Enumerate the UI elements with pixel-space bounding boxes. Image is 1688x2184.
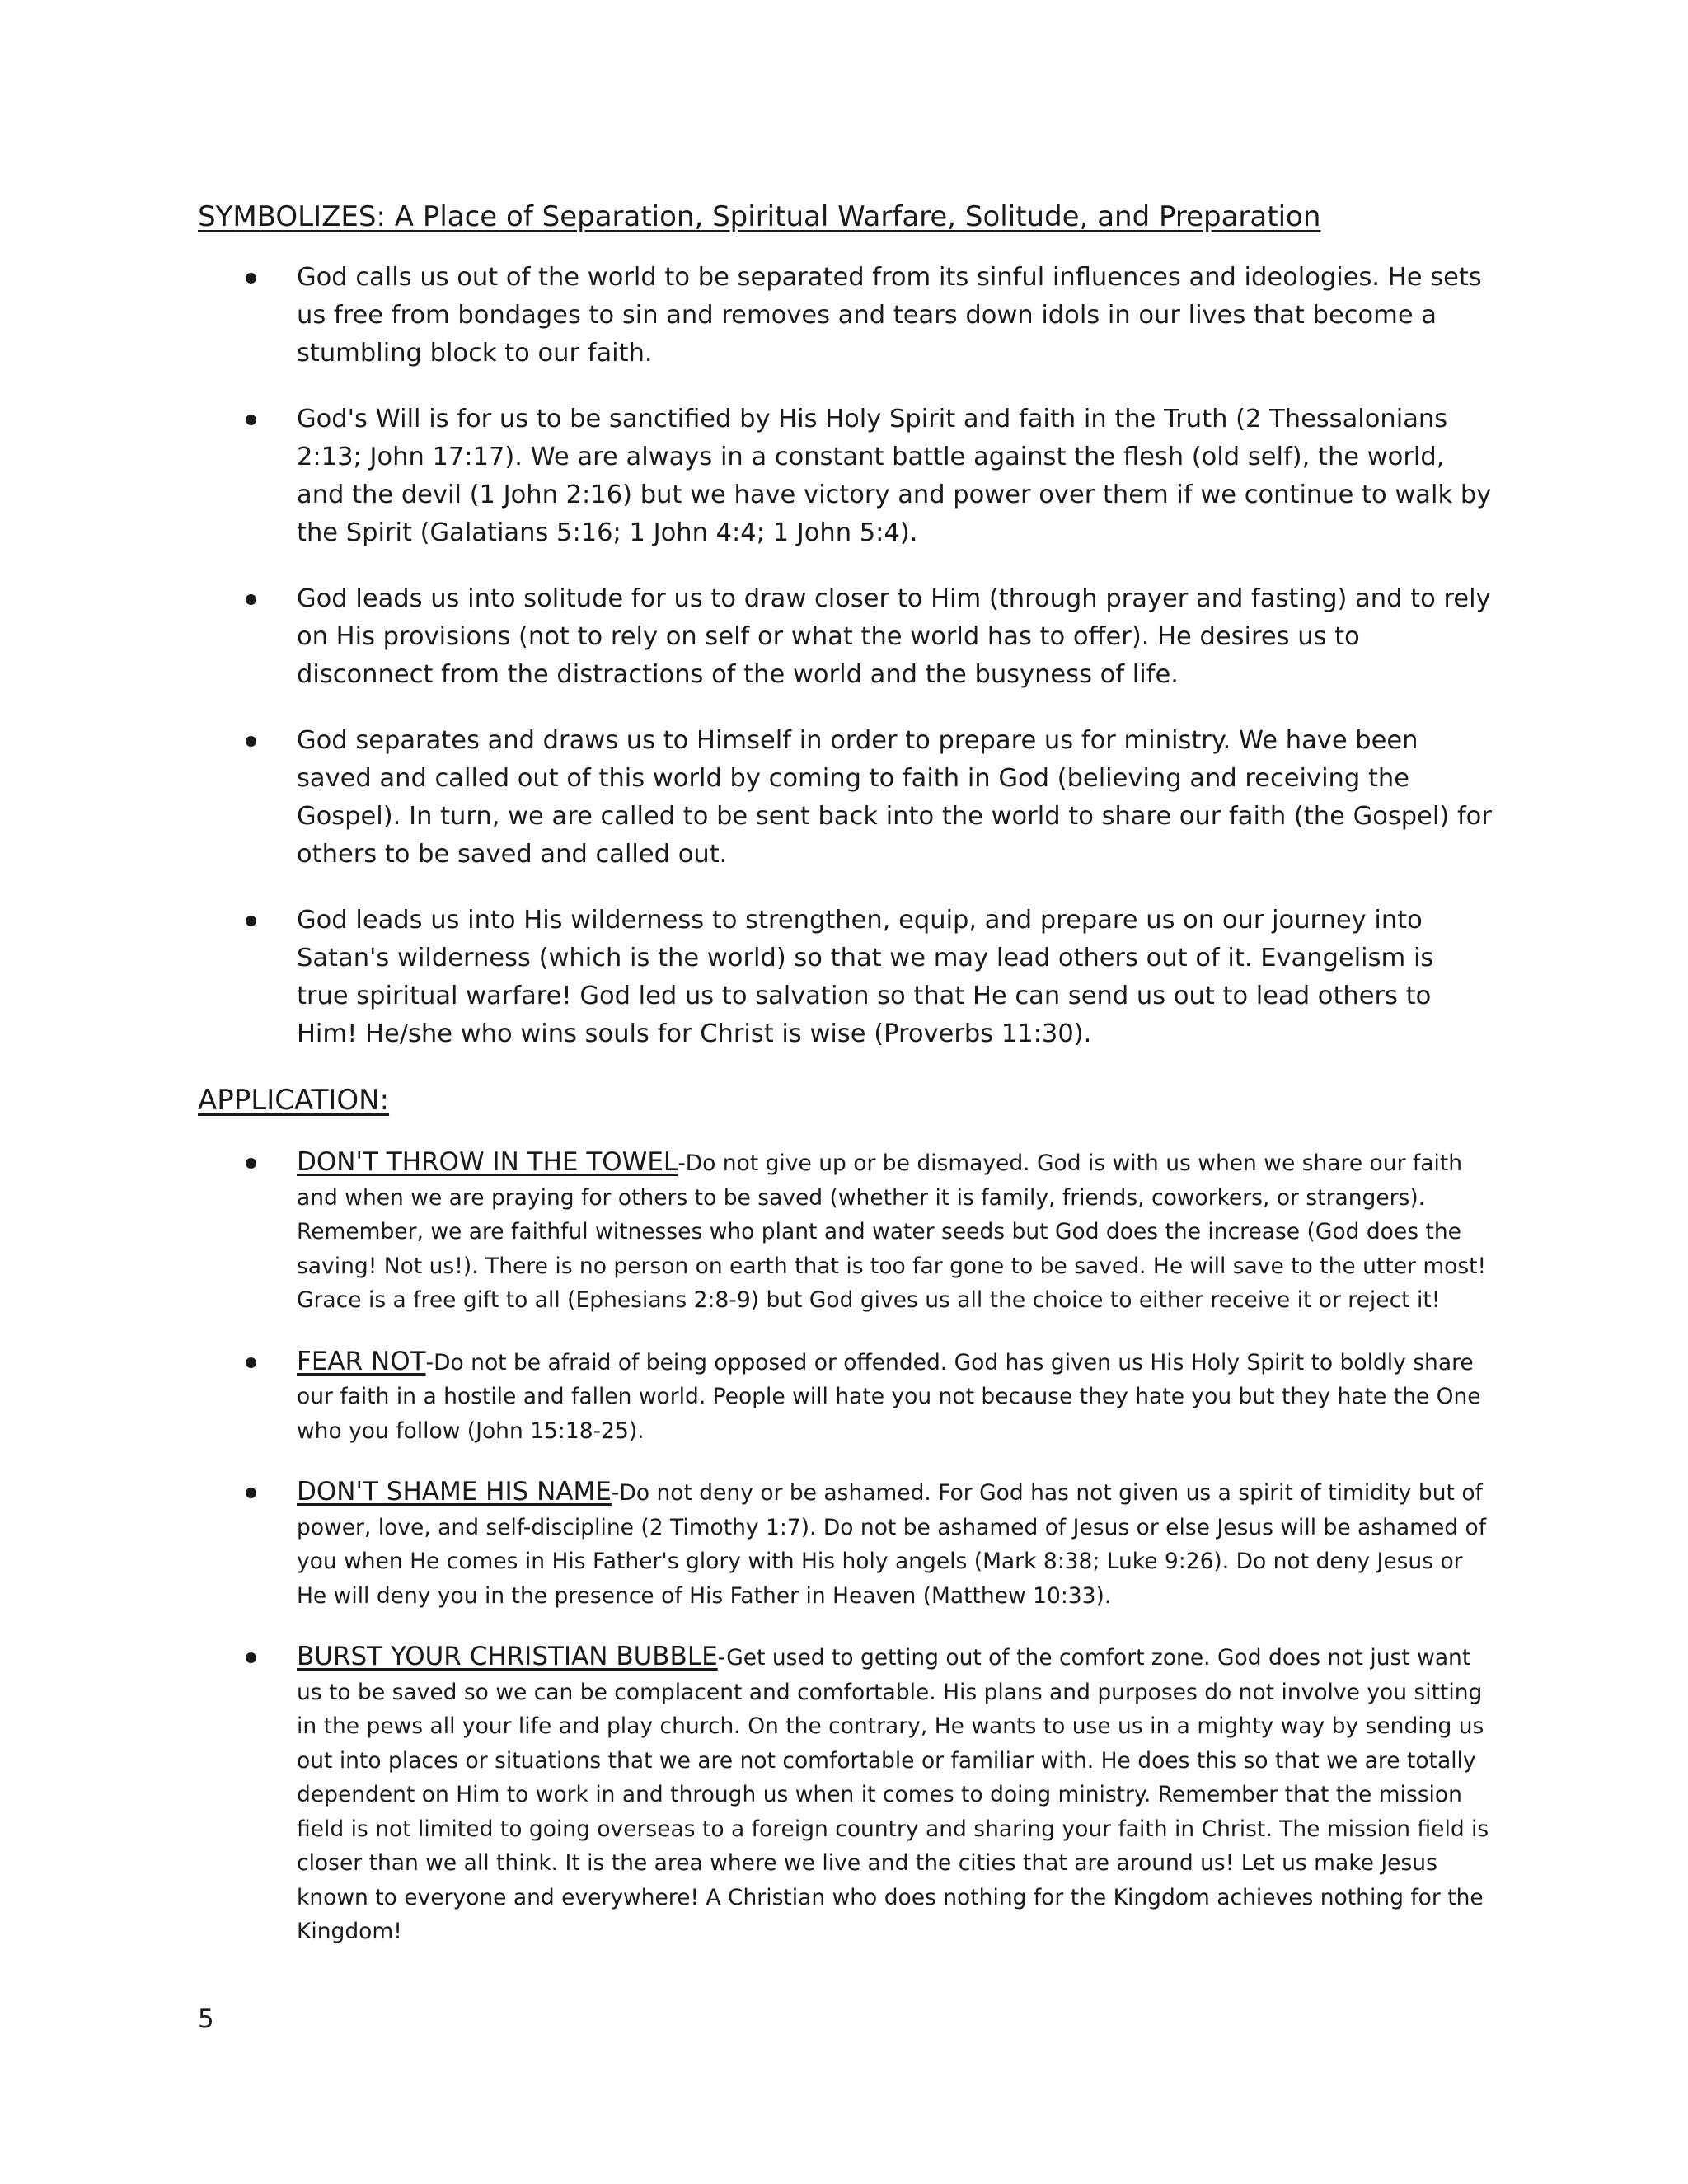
bullet-icon xyxy=(246,916,256,926)
bullet-icon xyxy=(246,594,256,605)
application-lead: DON'T THROW IN THE TOWEL xyxy=(297,1147,678,1177)
symbolizes-list xyxy=(198,259,1492,1053)
list-item-text: God's Will is for us to be sanctified by His Holy Spirit and faith in the Truth (2 Thessalonians 2:13; John 17:17). We are always in a constant battle against the flesh (old self), the world, and the devil (1 John 2:16) but we have victory and power over them if we continue to walk by the Spirit (Galatians 5:16; 1 John 4:4; 1 John 5:4). xyxy=(297,405,1492,547)
bullet-icon xyxy=(246,736,256,747)
bullet-icon xyxy=(246,1357,256,1368)
list-item xyxy=(198,1146,1492,1318)
list-item xyxy=(198,1640,1492,1949)
list-item xyxy=(198,1475,1492,1613)
application-text: -Do not give up or be dismayed. God is with us when we share our faith and when we are praying for others to be saved (whether it is family, friends, coworkers, or strangers). Remember, we are faithful witnesses who plant and water seeds but God does the increase (God does the saving! Not us!). There is no person on earth that is too far gone to be saved. He will save to the utter most! Grace is a free gift to all (Ephesians 2:8-9) but God gives us all the choice to either receive it or reject it! xyxy=(297,1151,1487,1313)
list-item-text: God leads us into His wilderness to strengthen, equip, and prepare us on our journey into Satan's wilderness (which is the world) so that we may lead others out of it. Evangelism is true spiritual warfare! God led us to salvation so that He can send us out to lead others to Him! He/she who wins souls for Christ is wise (Proverbs 11:30). xyxy=(297,906,1434,1048)
list-item-text: God calls us out of the world to be separated from its sinful influences and ideologies. He sets us free from bondages to sin and removes and tears down idols in our lives that become a stumbling block to our faith. xyxy=(297,263,1482,368)
application-lead: BURST YOUR CHRISTIAN BUBBLE xyxy=(297,1642,718,1671)
document-page xyxy=(198,198,1492,1976)
application-heading: APPLICATION: xyxy=(198,1084,390,1117)
list-item xyxy=(198,1345,1492,1449)
bullet-icon xyxy=(246,1158,256,1169)
list-item-text: God leads us into solitude for us to draw closer to Him (through prayer and fasting) and to rely on His provisions (not to rely on self or what the world has to offer). He desires us to disconnect from the distractions of the world and the busyness of life. xyxy=(297,584,1491,689)
bullet-icon xyxy=(246,1652,256,1663)
list-item xyxy=(198,401,1492,552)
symbolizes-heading: SYMBOLIZES: A Place of Separation, Spiritual Warfare, Solitude, and Preparation xyxy=(198,200,1321,233)
application-text: -Do not deny or be ashamed. For God has not given us a spirit of timidity but of power, love, and self-discipline (2 Timothy 1:7). Do not be ashamed of Jesus or else Jesus will be ashamed of you when He comes in His Father's glory with His holy angels (Mark 8:38; Luke 9:26). Do not deny Jesus or He will deny you in the presence of His Father in Heaven (Matthew 10:33). xyxy=(297,1480,1487,1609)
application-lead: FEAR NOT xyxy=(297,1346,426,1376)
bullet-icon xyxy=(246,273,256,284)
application-list xyxy=(198,1146,1492,1949)
bullet-icon xyxy=(246,1488,256,1498)
list-item-text: God separates and draws us to Himself in order to prepare us for ministry. We have been saved and called out of this world by coming to faith in God (believing and receiving the Gospel). In turn, we are called to be sent back into the world to share our faith (the Gospel) for others to be saved and called out. xyxy=(297,726,1492,869)
list-item xyxy=(198,580,1492,694)
application-text: -Get used to getting out of the comfort zone. God does not just want us to be saved so we can be complacent and comfortable. His plans and purposes do not involve you sitting in the pews all your life and play church. On the contrary, He wants to use us in a mighty way by sending us out into places or situations that we are not comfortable or familiar with. He does this so that we are totally dependent on Him to work in and through us when it comes to doing ministry. Remember that the mission field is not limited to going overseas to a foreign country and sharing your faith in Christ. The mission field is closer than we all think. It is the area where we live and the cities that are around us! Let us make Jesus known to everyone and everywhere! A Christian who does nothing for the Kingdom achieves nothing for the Kingdom! xyxy=(297,1645,1489,1944)
list-item xyxy=(198,722,1492,874)
list-item xyxy=(198,259,1492,373)
page-number: 5 xyxy=(198,2004,214,2034)
bullet-icon xyxy=(246,415,256,425)
application-lead: DON'T SHAME HIS NAME xyxy=(297,1477,612,1507)
list-item xyxy=(198,902,1492,1053)
application-text: -Do not be afraid of being opposed or offended. God has given us His Holy Spirit to boldly share our faith in a hostile and fallen world. People will hate you not because they hate you but they hate the One who you follow (John 15:18-25). xyxy=(297,1349,1481,1444)
